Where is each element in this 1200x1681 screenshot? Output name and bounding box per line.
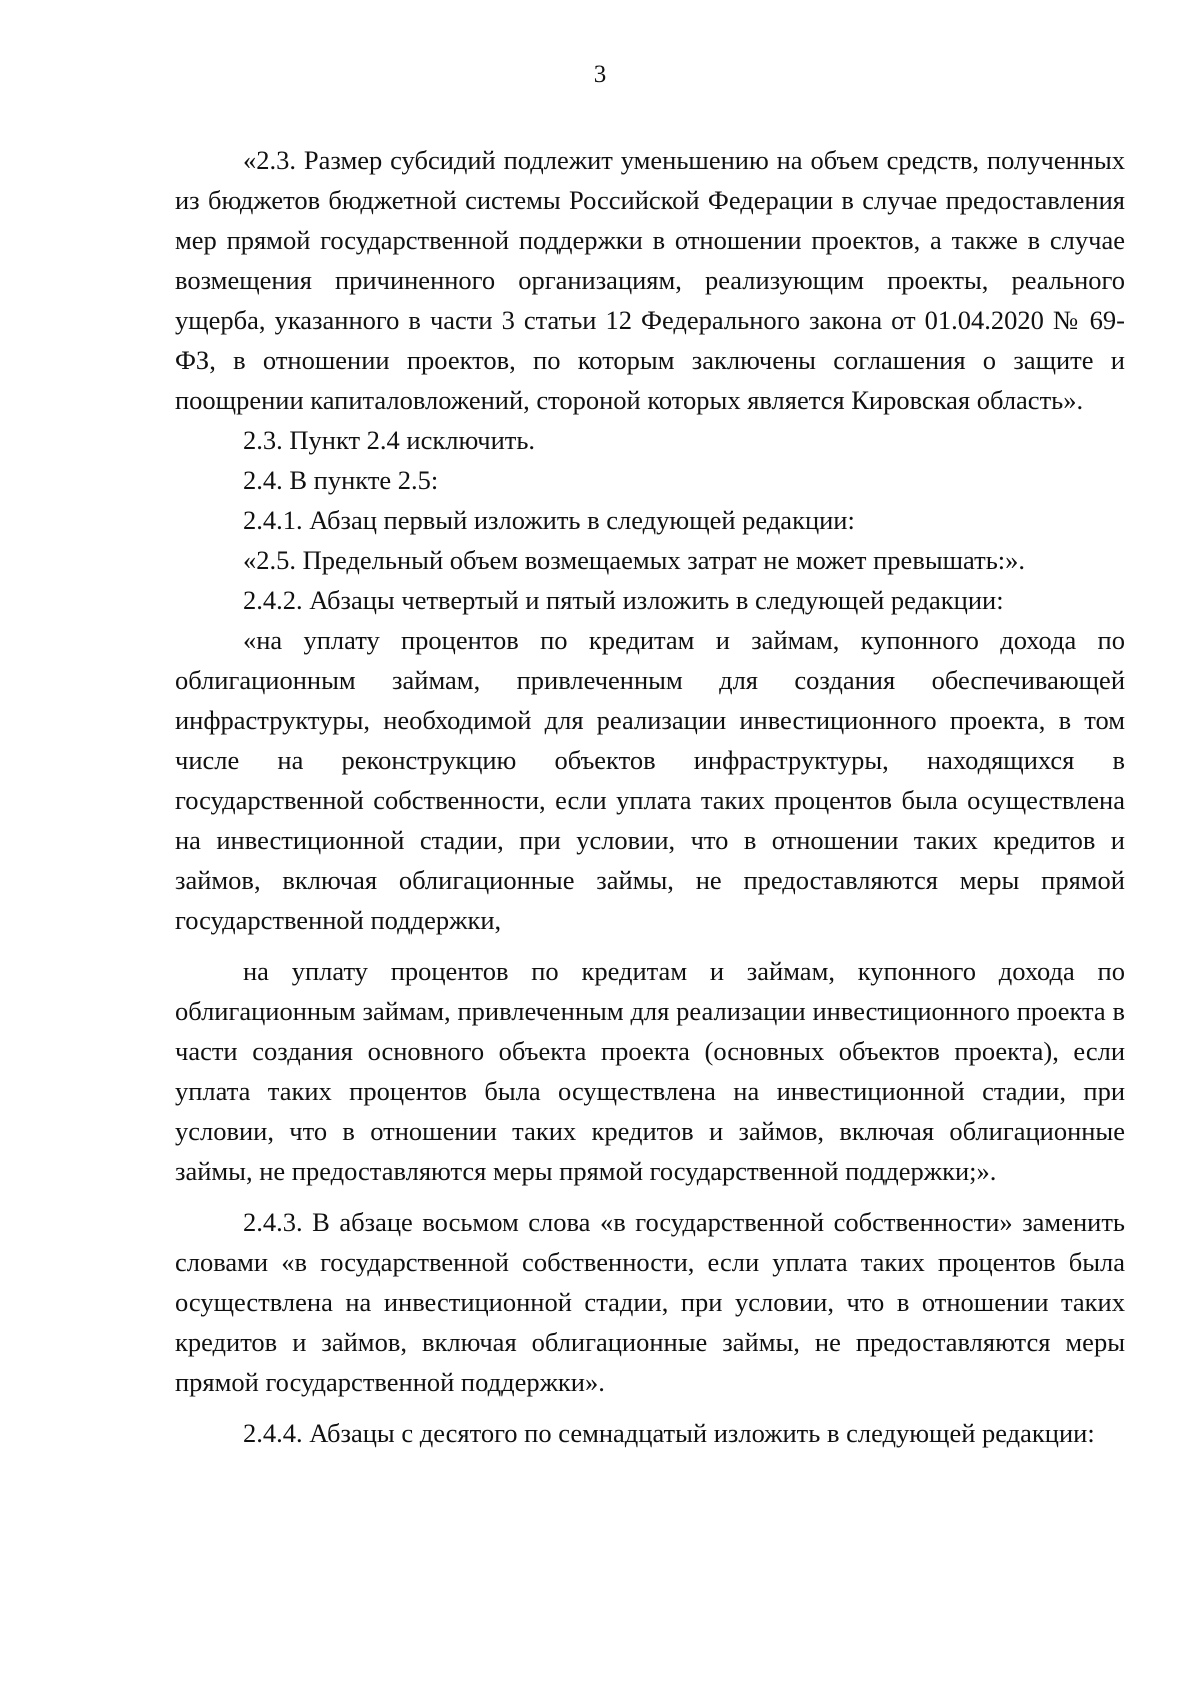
paragraph-main-object-interest: на уплату процентов по кредитам и займам, купонного дохода по облигационным займам, привлеченным для реализации инвестиционного проекта в части создания основного объекта проекта (основных объектов проекта), если уплата таких процентов была осуществлена на инвестиционной стадии, при условии, что в отношении таких кредитов и займов, включая облигационные займы, не предоставляются меры прямой государственной поддержки;». [175,956,1125,1186]
document-body [175,140,1125,1453]
paragraph-2-5-quote: «2.5. Предельный объем возмещаемых затрат не может превышать:». [243,545,1026,575]
paragraph-2-4-in-2-5: 2.4. В пункте 2.5: [243,465,439,495]
paragraph-infrastructure-interest: «на уплату процентов по кредитам и займам, купонного дохода по облигационным займам, привлеченным для создания обеспечивающей инфраструктуры, необходимой для реализации инвестиционного проекта, в том числе на реконструкцию объектов инфраструктуры, находящихся в государственной собственности, если уплата таких процентов была осуществлена на инвестиционной стадии, при условии, что в отношении таких кредитов и займов, включая облигационные займы, не предоставляются меры прямой государственной поддержки, [175,625,1125,935]
paragraph-2-4-2: 2.4.2. Абзацы четвертый и пятый изложить в следующей редакции: [243,585,1004,615]
paragraph-2-4-4: 2.4.4. Абзацы с десятого по семнадцатый изложить в следующей редакции: [243,1418,1095,1448]
paragraph-2-4-3: 2.4.3. В абзаце восьмом слова «в государственной собственности» заменить словами «в государственной собственности, если уплата таких процентов была осуществлена на инвестиционной стадии, при условии, что в отношении таких кредитов и займов, включая облигационные займы, не предоставляются меры прямой государственной поддержки». [175,1207,1125,1397]
paragraph-2-4-1: 2.4.1. Абзац первый изложить в следующей редакции: [243,505,855,535]
paragraph-2-3-subsidy-reduction: «2.3. Размер субсидий подлежит уменьшению на объем средств, полученных из бюджетов бюджетной системы Российской Федерации в случае предоставления мер прямой государственной поддержки в отношении проектов, а также в случае возмещения причиненного организациям, реализующим проекты, реального ущерба, указанного в части 3 статьи 12 Федерального закона от 01.04.2020 № 69-ФЗ, в отношении проектов, по которым заключены соглашения о защите и поощрении капиталовложений, стороной которых является Кировская область». [175,145,1125,415]
paragraph-2-3-exclude-2-4: 2.3. Пункт 2.4 исключить. [243,425,536,455]
page-number: 3 [593,61,607,88]
